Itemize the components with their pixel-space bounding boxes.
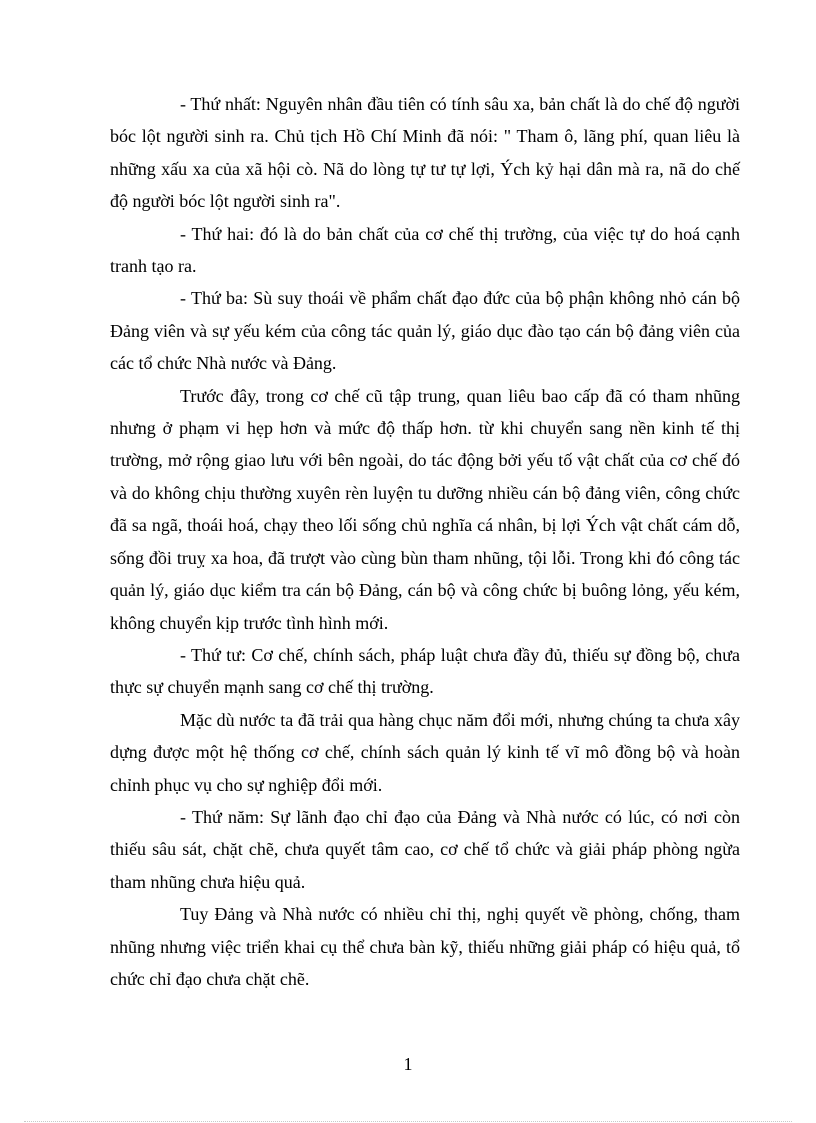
paragraph-reason-4: - Thứ tư: Cơ chế, chính sách, pháp luật chưa đầy đủ, thiếu sự đồng bộ, chưa thực sự chuyển mạnh sang cơ chế thị trường. [110,644,740,698]
document-body [110,88,740,995]
paragraph-reason-2: - Thứ hai: đó là do bản chất của cơ chế thị trường, của việc tự do hoá cạnh tranh tạo ra. [110,223,740,277]
paragraph-reason-5-detail: Tuy Đảng và Nhà nước có nhiều chỉ thị, nghị quyết về phòng, chống, tham nhũng nhưng việc triển khai cụ thể chưa bàn kỹ, thiếu những giải pháp có hiệu quả, tổ chức chỉ đạo chưa chặt chẽ. [110,904,740,989]
page-number: 1 [403,1054,413,1074]
paragraph-reason-1: - Thứ nhất: Nguyên nhân đầu tiên có tính sâu xa, bản chất là do chế độ người bóc lột người sinh ra. Chủ tịch Hồ Chí Minh đã nói: " Tham ô, lãng phí, quan liêu là những xấu xa của xã hội cò. Nã do lòng tự tư tự lợi, Ých kỷ hại dân mà ra, nã do chế độ người bóc lột người sinh ra". [110,94,740,212]
paragraph-reason-3: - Thứ ba: Sù suy thoái về phẩm chất đạo đức của bộ phận không nhỏ cán bộ Đảng viên và sự yếu kém của công tác quản lý, giáo dục đào tạo cán bộ đảng viên của các tổ chức Nhà nước và Đảng. [110,288,740,374]
paragraph-reason-3-detail: Trước đây, trong cơ chế cũ tập trung, quan liêu bao cấp đã có tham nhũng nhưng ở phạm vi hẹp hơn và mức độ thấp hơn. từ khi chuyển sang nền kinh tế thị trường, mở rộng giao lưu với bên ngoài, do tác động bởi yếu tố vật chất của cơ chế đó và do không chịu thường xuyên rèn luyện tu dưỡng nhiều cán bộ đảng viên, công chức đã sa ngã, thoái hoá, chạy theo lối sống chủ nghĩa cá nhân, bị lợi Ých vật chất cám dỗ, sống đồi truỵ xa hoa, đã trượt vào cùng bùn tham nhũng, tội lỗi. Trong khi đó công tác quản lý, giáo dục kiểm tra cán bộ Đảng, cán bộ và công chức bị buông lỏng, yếu kém, không chuyển kịp trước tình hình mới. [110,385,740,633]
paragraph-reason-5: - Thứ năm: Sự lãnh đạo chỉ đạo của Đảng và Nhà nước có lúc, có nơi còn thiếu sâu sát, chặt chẽ, chưa quyết tâm cao, cơ chế tổ chức và giải pháp phòng ngừa tham nhũng chưa hiệu quả. [110,806,740,892]
paragraph-reason-4-detail: Mặc dù nước ta đã trải qua hàng chục năm đổi mới, nhưng chúng ta chưa xây dựng được một hệ thống cơ chế, chính sách quản lý kinh tế vĩ mô đồng bộ và hoàn chỉnh phục vụ cho sự nghiệp đổi mới. [110,709,740,795]
page-bottom-border [24,1121,792,1122]
